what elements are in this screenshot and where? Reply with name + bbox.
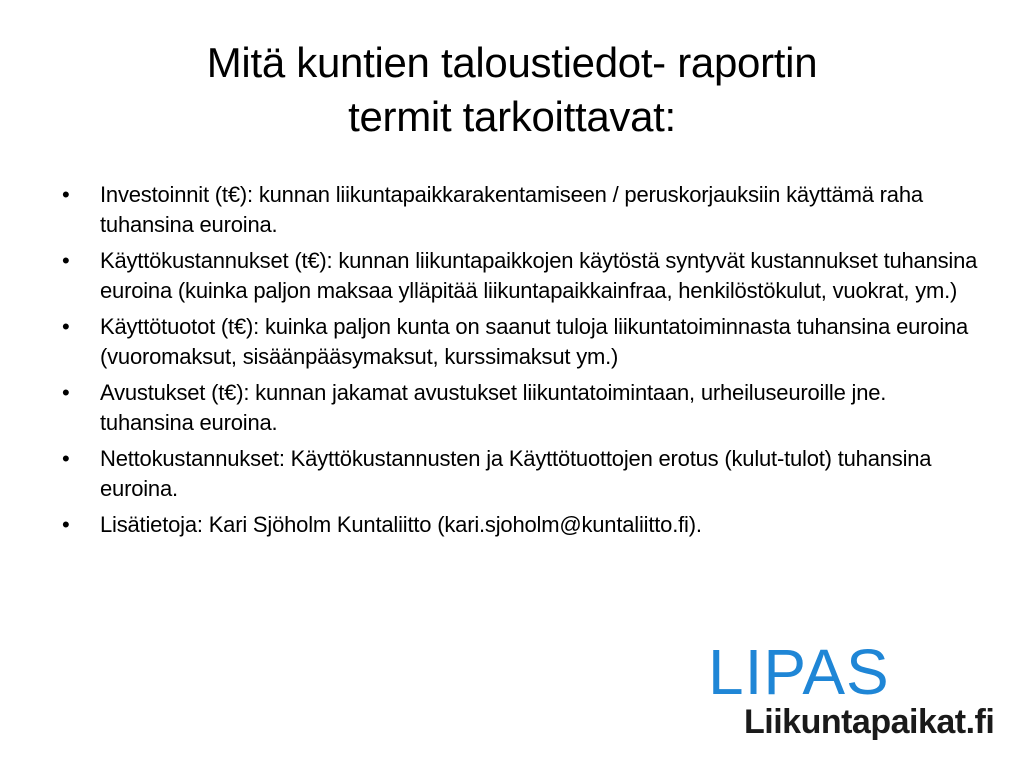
bullet-text: Lisätietoja: Kari Sjöholm Kuntaliitto (kari.sjoholm@kuntaliitto.fi).	[100, 512, 702, 537]
slide-title-line-2: termit tarkoittavat:	[348, 93, 676, 140]
bullet-item-avustukset	[58, 378, 978, 438]
bullet-marker: •	[62, 182, 70, 207]
bullet-text: Käyttötuotot (t€): kuinka paljon kunta on saanut tuloja liikuntatoiminnasta tuhansina euroina (vuoromaksut, sisäänpääsymaksut, kurssimaksut ym.)	[100, 314, 969, 369]
bullet-text: Nettokustannukset: Käyttökustannusten ja Käyttötuottojen erotus (kulut-tulot) tuhansina euroina.	[100, 446, 932, 501]
lipas-logo-subtitle: Liikuntapaikat.fi	[744, 703, 995, 741]
bullet-list	[58, 180, 978, 546]
bullet-item-investoinnit	[58, 180, 978, 240]
lipas-logo	[700, 632, 995, 752]
bullet-text: Avustukset (t€): kunnan jakamat avustukset liikuntatoimintaan, urheiluseuroille jne. tuhansina euroina.	[100, 380, 887, 435]
slide-title-line-1: Mitä kuntien taloustiedot- raportin	[206, 39, 818, 86]
bullet-item-kayttokustannukset	[58, 246, 978, 306]
bullet-marker: •	[62, 248, 70, 273]
bullet-marker: •	[62, 512, 70, 537]
bullet-item-lisatietoja	[58, 510, 978, 540]
lipas-logo-wordmark: LIPAS	[708, 636, 890, 708]
bullet-marker: •	[62, 446, 70, 471]
bullet-marker: •	[62, 380, 70, 405]
bullet-text: Investoinnit (t€): kunnan liikuntapaikkarakentamiseen / peruskorjauksiin käyttämä raha tuhansina euroina.	[100, 182, 923, 237]
slide-title	[60, 36, 964, 144]
bullet-item-nettokustannukset	[58, 444, 978, 504]
bullet-text: Käyttökustannukset (t€): kunnan liikuntapaikkojen käytöstä syntyvät kustannukset tuhansina euroina (kuinka paljon maksaa ylläpitää liikuntapaikkainfraa, henkilöstökulut, vuokrat, ym.)	[100, 248, 978, 303]
bullet-marker: •	[62, 314, 70, 339]
bullet-item-kayttotuotot	[58, 312, 978, 372]
